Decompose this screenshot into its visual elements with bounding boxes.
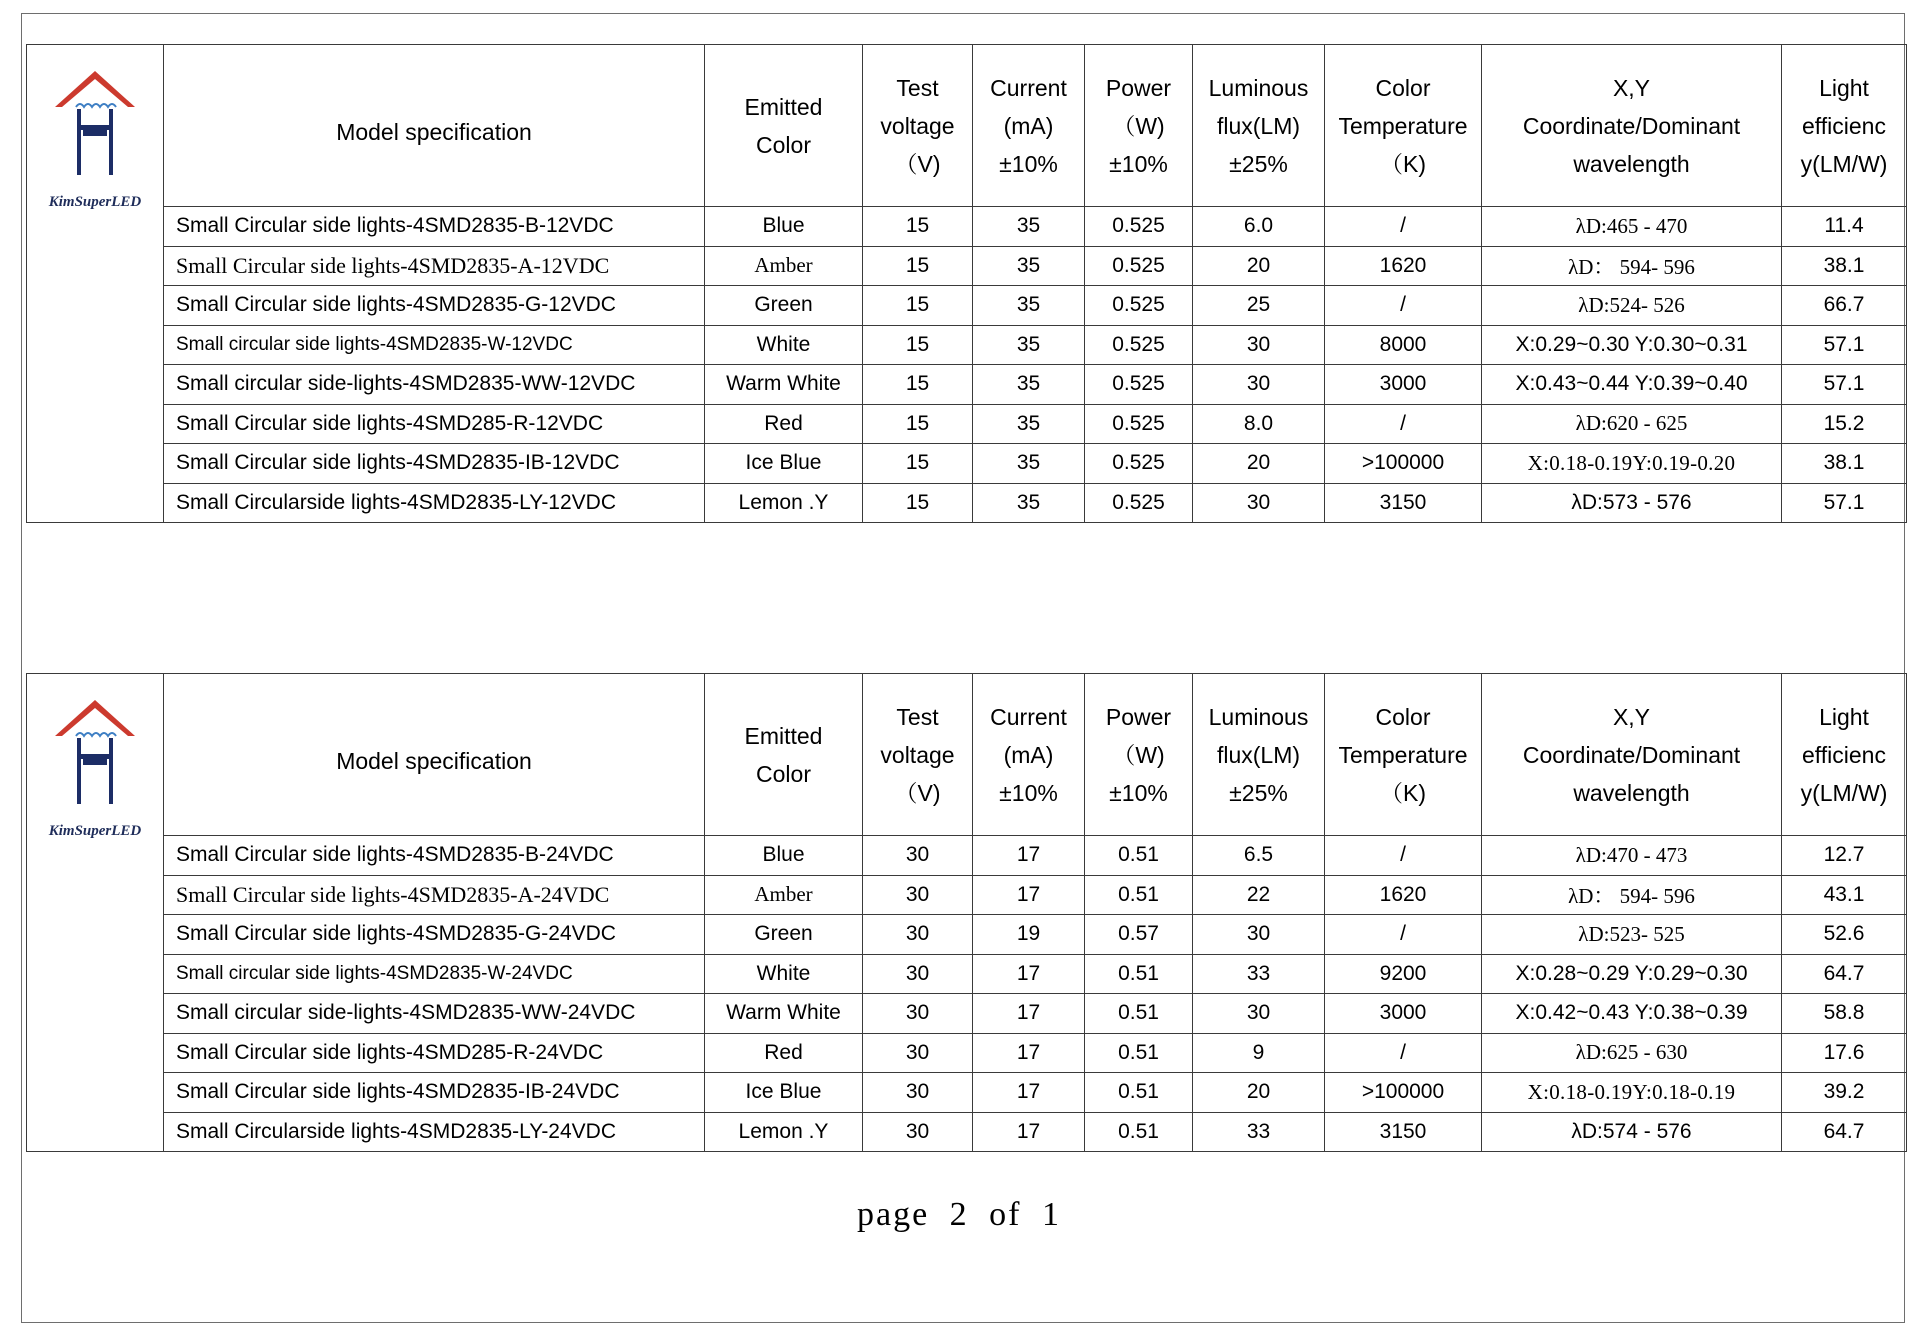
- cell-power: 0.525: [1085, 483, 1193, 523]
- cell-eff: 64.7: [1782, 1112, 1907, 1152]
- cell-current: 17: [973, 836, 1085, 876]
- cell-flux: 20: [1193, 444, 1325, 484]
- table-row: [27, 836, 1907, 876]
- cell-eff: 64.7: [1782, 954, 1907, 994]
- cell-current: 17: [973, 954, 1085, 994]
- cell-temp: /: [1325, 1033, 1482, 1073]
- cell-voltage: 15: [863, 365, 973, 405]
- cell-temp: 3000: [1325, 994, 1482, 1034]
- table-row: [27, 1033, 1907, 1073]
- cell-xy: X:0.29~0.30 Y:0.30~0.31: [1482, 325, 1782, 365]
- header-voltage: Test voltage （V): [863, 45, 973, 207]
- cell-model: Small Circular side lights-4SMD285-R-24VDC: [164, 1033, 705, 1073]
- cell-voltage: 30: [863, 836, 973, 876]
- table-row: [27, 915, 1907, 955]
- cell-eff: 57.1: [1782, 483, 1907, 523]
- cell-voltage: 15: [863, 246, 973, 286]
- cell-color: Red: [705, 1033, 863, 1073]
- spec-table-24v: [26, 673, 1907, 1152]
- cell-eff: 66.7: [1782, 286, 1907, 326]
- cell-power: 0.51: [1085, 1073, 1193, 1113]
- cell-voltage: 15: [863, 483, 973, 523]
- header-color: Emitted Color: [705, 45, 863, 207]
- table-row: [27, 483, 1907, 523]
- cell-temp: 9200: [1325, 954, 1482, 994]
- header-voltage: Test voltage （V): [863, 674, 973, 836]
- cell-xy: X:0.18-0.19Y:0.19-0.20: [1482, 444, 1782, 484]
- cell-xy: λD:574 - 576: [1482, 1112, 1782, 1152]
- brand-name: KimSuperLED: [48, 194, 142, 210]
- cell-temp: 1620: [1325, 246, 1482, 286]
- cell-flux: 8.0: [1193, 404, 1325, 444]
- cell-color: Ice Blue: [705, 1073, 863, 1113]
- cell-flux: 30: [1193, 325, 1325, 365]
- cell-eff: 57.1: [1782, 325, 1907, 365]
- cell-power: 0.51: [1085, 836, 1193, 876]
- cell-temp: /: [1325, 836, 1482, 876]
- cell-temp: 3150: [1325, 483, 1482, 523]
- table-header-row: [27, 45, 1907, 207]
- cell-temp: 3000: [1325, 365, 1482, 405]
- table-row: [27, 404, 1907, 444]
- brand-name: KimSuperLED: [48, 823, 142, 839]
- cell-power: 0.525: [1085, 207, 1193, 247]
- cell-xy: X:0.28~0.29 Y:0.29~0.30: [1482, 954, 1782, 994]
- lamp-house-icon: [50, 63, 140, 181]
- logo-cell: [27, 674, 164, 1152]
- header-flux: Luminous flux(LM) ±25%: [1193, 674, 1325, 836]
- cell-model: Small Circular side lights-4SMD2835-B-12VDC: [164, 207, 705, 247]
- cell-voltage: 30: [863, 875, 973, 915]
- header-model: Model specification: [164, 674, 705, 836]
- cell-xy: λD:625 - 630: [1482, 1033, 1782, 1073]
- cell-color: Warm White: [705, 365, 863, 405]
- cell-eff: 12.7: [1782, 836, 1907, 876]
- table-row: [27, 444, 1907, 484]
- cell-flux: 6.5: [1193, 836, 1325, 876]
- cell-power: 0.525: [1085, 246, 1193, 286]
- cell-model: Small Circular side lights-4SMD2835-A-12VDC: [164, 246, 705, 286]
- cell-xy: λD:465 - 470: [1482, 207, 1782, 247]
- cell-model: Small Circular side lights-4SMD2835-B-24VDC: [164, 836, 705, 876]
- cell-color: Green: [705, 286, 863, 326]
- cell-temp: 3150: [1325, 1112, 1482, 1152]
- cell-xy: X:0.18-0.19Y:0.18-0.19: [1482, 1073, 1782, 1113]
- cell-voltage: 15: [863, 207, 973, 247]
- cell-power: 0.525: [1085, 404, 1193, 444]
- cell-power: 0.51: [1085, 954, 1193, 994]
- cell-eff: 58.8: [1782, 994, 1907, 1034]
- cell-color: Red: [705, 404, 863, 444]
- cell-current: 35: [973, 286, 1085, 326]
- cell-xy: λD:524- 526: [1482, 286, 1782, 326]
- cell-flux: 30: [1193, 365, 1325, 405]
- page-number: page 2 of 1: [856, 1196, 1061, 1233]
- header-xy: X,Y Coordinate/Dominant wavelength: [1482, 674, 1782, 836]
- header-power: Power （W) ±10%: [1085, 45, 1193, 207]
- cell-model: Small circular side lights-4SMD2835-W-12VDC: [164, 325, 705, 365]
- cell-voltage: 15: [863, 444, 973, 484]
- table-row: [27, 1112, 1907, 1152]
- cell-flux: 22: [1193, 875, 1325, 915]
- table-row: [27, 365, 1907, 405]
- cell-voltage: 15: [863, 325, 973, 365]
- cell-eff: 57.1: [1782, 365, 1907, 405]
- cell-model: Small Circular side lights-4SMD2835-G-24VDC: [164, 915, 705, 955]
- cell-xy: λD:523- 525: [1482, 915, 1782, 955]
- cell-current: 35: [973, 207, 1085, 247]
- cell-color: Amber: [705, 875, 863, 915]
- cell-flux: 20: [1193, 1073, 1325, 1113]
- kimsuperled-logo: [27, 63, 163, 221]
- cell-color: Amber: [705, 246, 863, 286]
- kimsuperled-logo: [27, 692, 163, 850]
- cell-eff: 15.2: [1782, 404, 1907, 444]
- cell-voltage: 15: [863, 286, 973, 326]
- cell-power: 0.51: [1085, 1033, 1193, 1073]
- cell-current: 19: [973, 915, 1085, 955]
- cell-current: 35: [973, 325, 1085, 365]
- cell-voltage: 15: [863, 404, 973, 444]
- cell-model: Small Circular side lights-4SMD285-R-12VDC: [164, 404, 705, 444]
- cell-current: 17: [973, 994, 1085, 1034]
- cell-power: 0.525: [1085, 286, 1193, 326]
- cell-power: 0.525: [1085, 365, 1193, 405]
- cell-color: Blue: [705, 836, 863, 876]
- cell-voltage: 30: [863, 1033, 973, 1073]
- cell-model: Small Circularside lights-4SMD2835-LY-12VDC: [164, 483, 705, 523]
- cell-power: 0.525: [1085, 325, 1193, 365]
- cell-xy: λD:470 - 473: [1482, 836, 1782, 876]
- header-current: Current (mA) ±10%: [973, 45, 1085, 207]
- cell-eff: 11.4: [1782, 207, 1907, 247]
- cell-current: 35: [973, 444, 1085, 484]
- cell-power: 0.51: [1085, 994, 1193, 1034]
- lamp-house-icon: [50, 692, 140, 810]
- cell-current: 17: [973, 1033, 1085, 1073]
- header-current: Current (mA) ±10%: [973, 674, 1085, 836]
- cell-flux: 9: [1193, 1033, 1325, 1073]
- cell-temp: /: [1325, 207, 1482, 247]
- cell-color: White: [705, 954, 863, 994]
- table-header-row: [27, 674, 1907, 836]
- cell-voltage: 30: [863, 994, 973, 1034]
- cell-temp: >100000: [1325, 1073, 1482, 1113]
- header-efficiency: Light efficienc y(LM/W): [1782, 45, 1907, 207]
- header-model: Model specification: [164, 45, 705, 207]
- cell-temp: /: [1325, 915, 1482, 955]
- cell-model: Small Circular side lights-4SMD2835-IB-12VDC: [164, 444, 705, 484]
- cell-flux: 33: [1193, 1112, 1325, 1152]
- cell-flux: 6.0: [1193, 207, 1325, 247]
- cell-xy: λD:620 - 625: [1482, 404, 1782, 444]
- cell-eff: 17.6: [1782, 1033, 1907, 1073]
- cell-color: Blue: [705, 207, 863, 247]
- cell-current: 35: [973, 404, 1085, 444]
- cell-xy: λD:573 - 576: [1482, 483, 1782, 523]
- cell-color: Green: [705, 915, 863, 955]
- cell-flux: 30: [1193, 915, 1325, 955]
- header-flux: Luminous flux(LM) ±25%: [1193, 45, 1325, 207]
- cell-current: 17: [973, 1073, 1085, 1113]
- table-row: [27, 1073, 1907, 1113]
- cell-temp: /: [1325, 286, 1482, 326]
- spec-table-12v: [26, 44, 1907, 523]
- cell-temp: 8000: [1325, 325, 1482, 365]
- cell-model: Small Circular side lights-4SMD2835-G-12VDC: [164, 286, 705, 326]
- cell-model: Small Circularside lights-4SMD2835-LY-24VDC: [164, 1112, 705, 1152]
- cell-power: 0.525: [1085, 444, 1193, 484]
- cell-model: Small Circular side lights-4SMD2835-A-24VDC: [164, 875, 705, 915]
- cell-xy: X:0.43~0.44 Y:0.39~0.40: [1482, 365, 1782, 405]
- cell-temp: /: [1325, 404, 1482, 444]
- cell-eff: 38.1: [1782, 246, 1907, 286]
- cell-power: 0.51: [1085, 875, 1193, 915]
- header-xy: X,Y Coordinate/Dominant wavelength: [1482, 45, 1782, 207]
- cell-xy: λD： 594- 596: [1482, 875, 1782, 915]
- cell-eff: 52.6: [1782, 915, 1907, 955]
- cell-xy: X:0.42~0.43 Y:0.38~0.39: [1482, 994, 1782, 1034]
- cell-flux: 25: [1193, 286, 1325, 326]
- table-row: [27, 994, 1907, 1034]
- cell-xy: λD： 594- 596: [1482, 246, 1782, 286]
- cell-voltage: 30: [863, 915, 973, 955]
- cell-flux: 20: [1193, 246, 1325, 286]
- cell-eff: 38.1: [1782, 444, 1907, 484]
- cell-current: 17: [973, 875, 1085, 915]
- cell-model: Small circular side-lights-4SMD2835-WW-24VDC: [164, 994, 705, 1034]
- cell-current: 17: [973, 1112, 1085, 1152]
- table-row: [27, 954, 1907, 994]
- cell-temp: 1620: [1325, 875, 1482, 915]
- cell-color: Lemon .Y: [705, 1112, 863, 1152]
- cell-flux: 33: [1193, 954, 1325, 994]
- cell-model: Small Circular side lights-4SMD2835-IB-24VDC: [164, 1073, 705, 1113]
- cell-color: Warm White: [705, 994, 863, 1034]
- cell-temp: >100000: [1325, 444, 1482, 484]
- cell-eff: 43.1: [1782, 875, 1907, 915]
- logo-cell: [27, 45, 164, 523]
- cell-voltage: 30: [863, 1073, 973, 1113]
- cell-model: Small circular side-lights-4SMD2835-WW-12VDC: [164, 365, 705, 405]
- header-efficiency: Light efficienc y(LM/W): [1782, 674, 1907, 836]
- cell-flux: 30: [1193, 994, 1325, 1034]
- header-temp: Color Temperature （K): [1325, 674, 1482, 836]
- cell-color: White: [705, 325, 863, 365]
- cell-power: 0.51: [1085, 1112, 1193, 1152]
- cell-current: 35: [973, 246, 1085, 286]
- table-row: [27, 875, 1907, 915]
- cell-flux: 30: [1193, 483, 1325, 523]
- cell-color: Lemon .Y: [705, 483, 863, 523]
- cell-voltage: 30: [863, 1112, 973, 1152]
- cell-color: Ice Blue: [705, 444, 863, 484]
- cell-current: 35: [973, 483, 1085, 523]
- header-temp: Color Temperature （K): [1325, 45, 1482, 207]
- header-color: Emitted Color: [705, 674, 863, 836]
- table-row: [27, 325, 1907, 365]
- cell-current: 35: [973, 365, 1085, 405]
- cell-eff: 39.2: [1782, 1073, 1907, 1113]
- cell-voltage: 30: [863, 954, 973, 994]
- cell-model: Small circular side lights-4SMD2835-W-24VDC: [164, 954, 705, 994]
- header-power: Power （W) ±10%: [1085, 674, 1193, 836]
- table-row: [27, 246, 1907, 286]
- table-row: [27, 207, 1907, 247]
- table-row: [27, 286, 1907, 326]
- cell-power: 0.57: [1085, 915, 1193, 955]
